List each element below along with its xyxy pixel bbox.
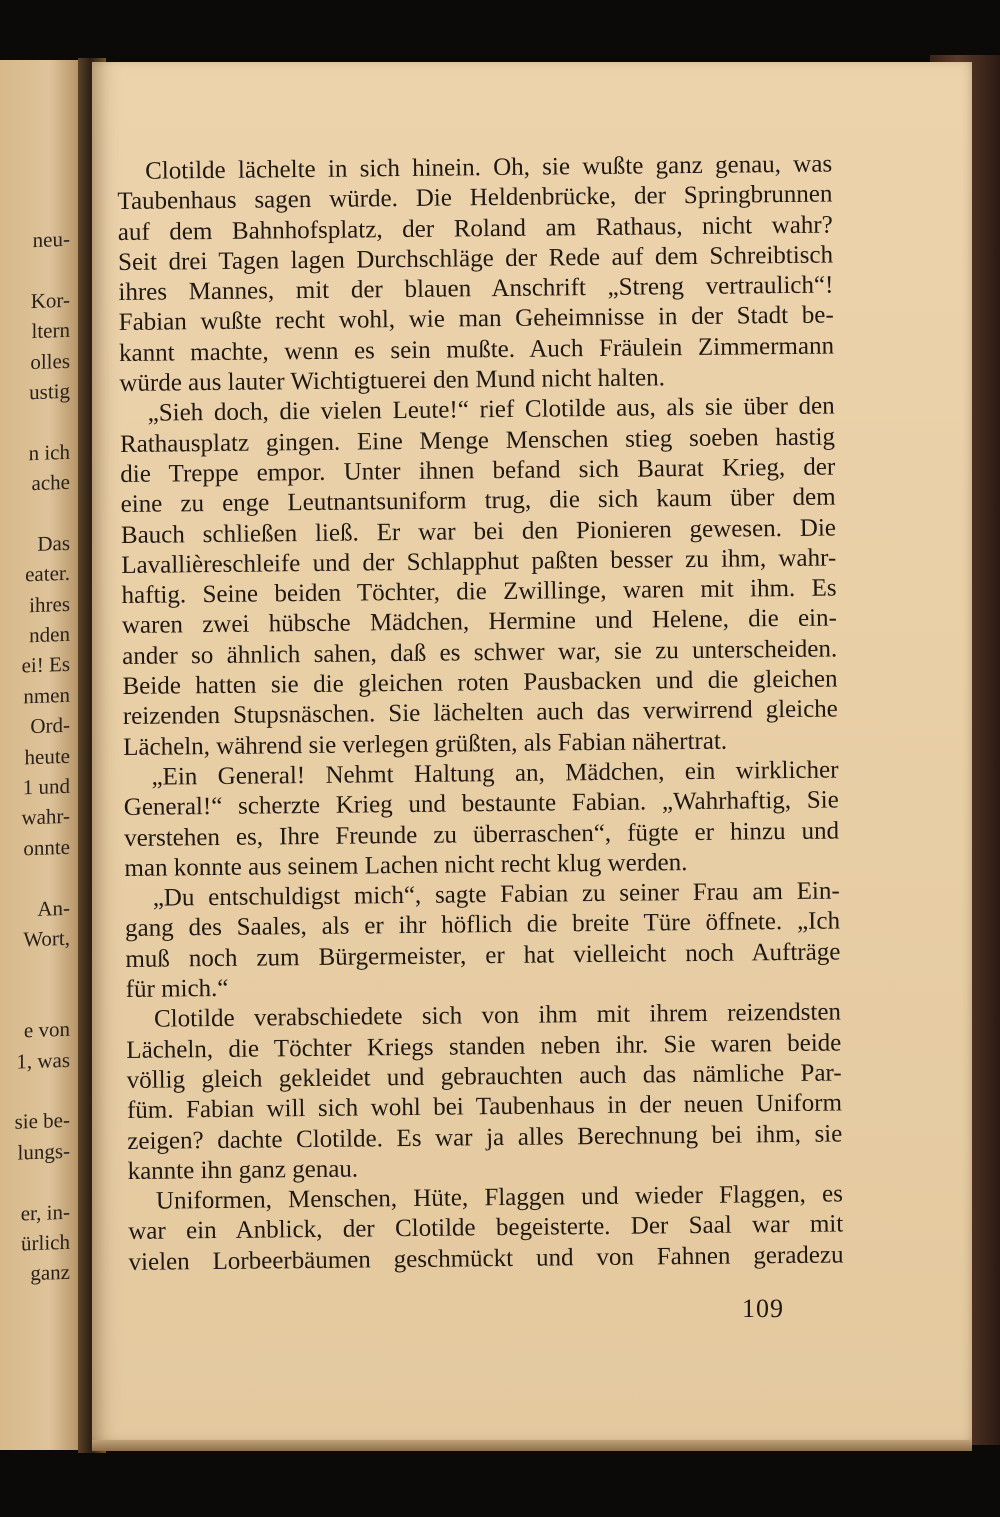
left-fragment: ltern	[31, 317, 70, 344]
text-line: ander so ähnlich sahen, daß es schwer war, sie zu unterscheiden.	[122, 635, 838, 670]
text-line: die Treppe empor. Unter ihnen befand sich Baurat Krieg, der	[120, 453, 836, 488]
left-fragment: olles	[30, 348, 70, 374]
left-fragment: ganz	[30, 1260, 70, 1286]
left-fragment: Kor-	[30, 287, 70, 313]
text-line: man konnte aus seinem Lachen nicht recht klug werden.	[124, 848, 688, 882]
left-fragment: ürlich	[21, 1229, 70, 1256]
text-line: vielen Lorbeerbäumen geschmückt und von Fahnen geradezu	[128, 1241, 844, 1276]
left-fragment	[0, 984, 70, 1017]
left-fragment: onnte	[23, 834, 70, 861]
left-page-text	[0, 224, 70, 1290]
text-line: Taubenhaus sagen würde. Die Heldenbrücke, der Springbrunnen	[117, 180, 833, 216]
text-line: völlig gleich gekleidet und gebrauchten auch das nämliche Par-	[126, 1059, 842, 1094]
left-fragment: 1 und	[22, 773, 70, 800]
left-fragment: ache	[31, 469, 70, 496]
text-line: General!“ scherzte Krieg und bestaunte Fabian. „Wahrhaftig, Sie	[123, 786, 839, 822]
text-line: war ein Anblick, der Clotilde begeisterte. Der Saal war mit	[128, 1210, 844, 1246]
text-line: kannt machte, wenn es sein mußte. Auch Fräulein Zimmermann	[118, 332, 835, 367]
left-fragment: e von	[23, 1016, 70, 1043]
text-line: reizenden Stupsnäschen. Sie lächelten auch das verwirrend gleiche	[122, 695, 838, 731]
left-fragment: Das	[37, 530, 70, 556]
text-line: „Ein General! Nehmt Haltung an, Mädchen, ein wirklicher	[151, 756, 839, 791]
left-fragment: nmen	[23, 682, 70, 709]
left-fragment: Ord-	[30, 713, 70, 739]
left-fragment	[0, 406, 70, 439]
text-line: Lavallièreschleife und der Schlapphut paßten besser zu ihm, wahr-	[121, 544, 837, 579]
text-line: Lächeln, die Töchter Kriegs standen neben ihr. Sie waren beide	[126, 1029, 842, 1064]
left-fragment	[0, 1075, 70, 1108]
left-fragment: n ich	[28, 439, 70, 465]
text-line: ihres Mannes, mit der blauen Anschrift „Streng vertraulich“!	[118, 271, 834, 307]
left-fragment: neu-	[32, 226, 70, 253]
text-line: zeigen? dachte Clotilde. Es war ja alles Berechnung bei ihm, sie	[127, 1119, 843, 1155]
text-line: haftig. Seine beiden Töchter, die Zwillinge, waren mit ihm. Es	[121, 574, 837, 610]
text-line: Lächeln, während sie verlegen grüßten, als Fabian nähertrat.	[123, 727, 728, 761]
text-line: Bauch schließen ließ. Er war bei den Pionieren gewesen. Die	[120, 514, 837, 549]
text-line: Seit drei Tagen lagen Durchschläge der Rede auf dem Schreibtisch	[117, 241, 834, 276]
text-line: „Du entschuldigst mich“, sagte Fabian zu seiner Frau am Ein-	[152, 877, 840, 912]
text-line: muß noch zum Bürgermeister, er hat vielleicht noch Aufträge	[125, 938, 841, 973]
text-line: für mich.“	[125, 974, 229, 1003]
text-line: Fabian wußte recht wohl, wie man Geheimnisse in der Stadt be-	[118, 301, 834, 337]
left-fragment	[0, 953, 70, 986]
left-fragment	[0, 1166, 70, 1199]
left-fragment: er, in-	[20, 1199, 70, 1225]
left-fragment: wahr-	[21, 804, 70, 830]
left-fragment: eater.	[25, 561, 70, 587]
left-fragment: sie be-	[14, 1108, 70, 1135]
page-number: 109	[742, 1294, 784, 1323]
text-line: Beide hatten sie die gleichen roten Pausbacken und die gleichen	[122, 665, 838, 701]
left-fragment: Wort,	[23, 925, 70, 952]
text-line: Clotilde lächelte in sich hinein. Oh, sie wußte ganz genau, was	[145, 150, 833, 185]
left-fragment	[0, 862, 70, 895]
text-line: waren zwei hübsche Mädchen, Hermine und Helene, die ein-	[121, 604, 838, 640]
right-page	[92, 62, 972, 1440]
body-text	[117, 150, 844, 1278]
text-line: gang des Saales, als er ihr höflich die breite Türe öffnete. „Ich	[124, 907, 841, 943]
left-fragment	[0, 254, 70, 287]
left-fragment: nden	[29, 621, 70, 648]
text-line: auf dem Bahnhofsplatz, der Roland am Rathaus, nicht wahr?	[117, 211, 833, 246]
text-line: verstehen es, Ihre Freunde zu überraschen“, fügte er hinzu und	[123, 817, 840, 852]
left-page	[0, 60, 90, 1450]
text-line: kannte ihn ganz genau.	[127, 1155, 359, 1185]
left-fragment: 1, was	[16, 1047, 70, 1074]
text-line: füm. Fabian will sich wohl bei Taubenhaus in der neuen Uniform	[126, 1089, 843, 1125]
text-line: eine zu enge Leutnantsuniform trug, die sich kaum über dem	[120, 483, 836, 519]
left-fragment: lungs-	[17, 1138, 70, 1165]
left-fragment: ei! Es	[21, 652, 70, 678]
left-fragment: ustig	[29, 378, 70, 405]
text-line: Clotilde verabschiedete sich von ihm mit ihrem reizendsten	[153, 998, 842, 1033]
left-fragment: heute	[24, 743, 70, 770]
text-line: Uniformen, Menschen, Hüte, Flaggen und wieder Flaggen, es	[155, 1180, 844, 1215]
left-fragment: ihres	[29, 591, 70, 617]
text-line: würde aus lauter Wichtigtuerei den Mund nicht halten.	[119, 364, 666, 398]
left-fragment	[0, 497, 70, 530]
left-fragment: An-	[37, 895, 70, 921]
text-line: „Sieh doch, die vielen Leute!“ rief Clotilde aus, als sie über den	[147, 392, 835, 428]
text-line: Rathausplatz gingen. Eine Menge Menschen stieg soeben hastig	[119, 423, 836, 458]
